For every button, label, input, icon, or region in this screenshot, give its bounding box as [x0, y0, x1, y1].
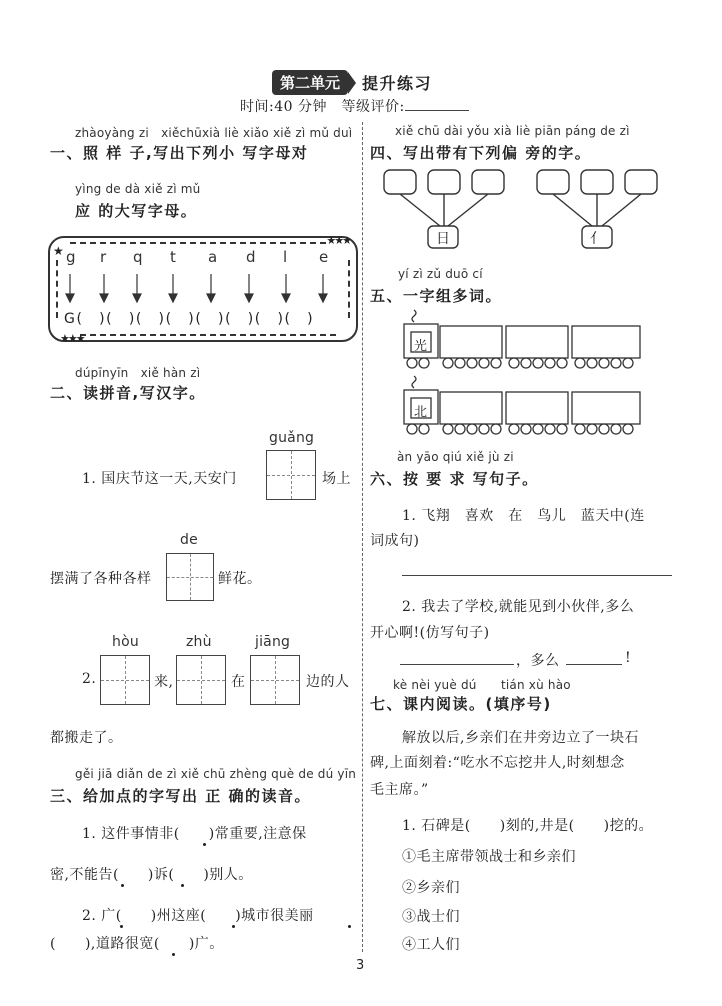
emphasis-dot: [181, 884, 184, 887]
time-grade: [240, 96, 469, 116]
q6-line-4: 开心啊!(仿写句子): [370, 625, 490, 641]
letter-lower: g: [66, 248, 76, 266]
pinyin-guang: guǎng: [269, 430, 315, 446]
emphasis-dot: [203, 843, 206, 846]
letter-lower: e: [319, 248, 329, 266]
q3-line-4: ( ),道路很宽( )广。: [50, 936, 224, 952]
sentence-2b: 都搬走了。: [50, 730, 123, 746]
emphasis-dot: [172, 953, 175, 956]
q6-line-1: 1. 飞翔 喜欢 在 鸟儿 蓝天中(连: [402, 508, 645, 524]
tianzi-box[interactable]: [176, 655, 226, 705]
q3-line-3: 2. 广( )州这座( )城市很美丽: [82, 908, 314, 924]
pinyin-hou: hòu: [112, 634, 139, 650]
pinyin-jiang: jiāng: [255, 634, 291, 650]
sentence-1: 1. 国庆节这一天,天安门: [82, 471, 237, 487]
arrows: [60, 272, 340, 306]
q3-pinyin: gěi jiā diǎn de zì xiě chū zhèng què de dú yīn: [75, 767, 357, 781]
emphasis-dot: [232, 925, 235, 928]
q6-line-5a: ，多么: [516, 653, 560, 669]
letter-lower: t: [170, 248, 176, 266]
radical-diagrams: [380, 168, 680, 252]
star-icon: ★: [53, 244, 64, 258]
emphasis-dot: [121, 884, 124, 887]
q2-pinyin: dúpīnyīn xiě hàn zì: [75, 366, 201, 380]
q2-heading: 二、读拼音,写汉字。: [50, 384, 206, 402]
page-number: 3: [356, 958, 365, 973]
q1-heading: 一、照 样 子,写出下列小 写字母对: [50, 144, 309, 162]
stars-icon-bottom: ★★★: [60, 332, 84, 345]
letter-lower: d: [246, 248, 256, 266]
radical-ren: 亻: [590, 231, 605, 247]
uppercase-row: G( )( )( )( )( )( )( )( ): [64, 311, 315, 327]
q7-passage-2: 碑,上面刻着:“吃水不忘挖井人,时刻想念: [370, 755, 625, 771]
column-divider: [362, 122, 363, 952]
q7-heading: 七、课内阅读。(填序号): [370, 695, 552, 713]
q7-option: ③战士们: [402, 909, 460, 925]
train-1: [400, 308, 672, 370]
answer-line[interactable]: [566, 664, 622, 665]
q6-pinyin: àn yāo qiú xiě jù zi: [397, 450, 514, 464]
tianzi-box[interactable]: [250, 655, 300, 705]
unit-badge: 第二单元: [272, 70, 348, 95]
q1-pinyin: zhàoyàng zi xiěchūxià liè xiǎo xiě zì mǔ duì: [75, 126, 353, 140]
train-2: [400, 374, 672, 436]
q3-line-1: 1. 这件事情非( )常重要,注意保: [82, 826, 307, 842]
q3-line-2: 密,不能告( )诉( )别人。: [50, 867, 253, 883]
unit-title: [272, 70, 432, 95]
q5-pinyin: yí zì zǔ duō cí: [398, 267, 483, 281]
letter-lower: l: [283, 248, 288, 266]
letter-lower: r: [100, 248, 107, 266]
letter-lower: q: [133, 248, 143, 266]
page-title: 提升练习: [362, 74, 433, 93]
sentence-1-end: 场上: [322, 471, 351, 487]
sentence-2-end: 边的人: [306, 674, 350, 690]
q7-pinyin: kè nèi yuè dú tián xù hào: [393, 678, 571, 692]
q3-heading: 三、给加点的字写出 正 确的读音。: [50, 787, 311, 805]
q6-heading: 六、按 要 求 写句子。: [370, 470, 539, 488]
q7-passage-3: 毛主席。”: [370, 782, 429, 798]
q7-option: ②乡亲们: [402, 880, 460, 896]
sentence-1b-end: 鲜花。: [218, 571, 262, 587]
train-char-guang: 光: [414, 339, 428, 354]
emphasis-dot: [348, 925, 351, 928]
answer-line[interactable]: [402, 575, 672, 576]
train-char-bei: 北: [414, 405, 428, 420]
tianzi-box[interactable]: [166, 553, 214, 601]
q1-heading-2: 应 的大写字母。: [75, 202, 198, 220]
q6-line-2: 词成句): [370, 533, 420, 549]
q7-option: ①毛主席带领战士和乡亲们: [402, 849, 576, 865]
sentence-1b: 摆满了各种各样: [50, 571, 152, 587]
q6-line-5b: !: [625, 650, 632, 666]
q7-passage-1: 解放以后,乡亲们在井旁边立了一块石: [402, 730, 639, 746]
sentence-2-mid2: 在: [231, 674, 246, 690]
q1-pinyin-2: yìng de dà xiě zì mǔ: [75, 182, 201, 196]
emphasis-dot: [120, 925, 123, 928]
letter-lower: a: [208, 248, 218, 266]
tianzi-box[interactable]: [266, 450, 316, 500]
tianzi-box[interactable]: [100, 655, 150, 705]
q5-heading: 五、一字组多词。: [370, 287, 503, 305]
sentence-2-mid1: 来,: [154, 674, 174, 690]
q4-heading: 四、写出带有下列偏 旁的字。: [370, 144, 592, 162]
sentence-2: 2.: [82, 671, 97, 687]
arrow-icon: [348, 72, 356, 94]
q4-pinyin: xiě chū dài yǒu xià liè piān páng de zì: [395, 124, 630, 138]
q6-line-3: 2. 我去了学校,就能见到小伙伴,多么: [402, 599, 635, 615]
q7-option: ④工人们: [402, 937, 460, 953]
pinyin-de: de: [180, 532, 198, 548]
answer-line[interactable]: [400, 664, 514, 665]
stars-icon: ★★★: [326, 234, 350, 247]
time-grade-label: 时间:40 分钟 等级评价:: [240, 99, 405, 115]
pinyin-zhu: zhù: [186, 634, 212, 650]
q7-question: 1. 石碑是( )刻的,井是( )挖的。: [402, 818, 654, 834]
radical-ri: 日: [436, 231, 451, 247]
